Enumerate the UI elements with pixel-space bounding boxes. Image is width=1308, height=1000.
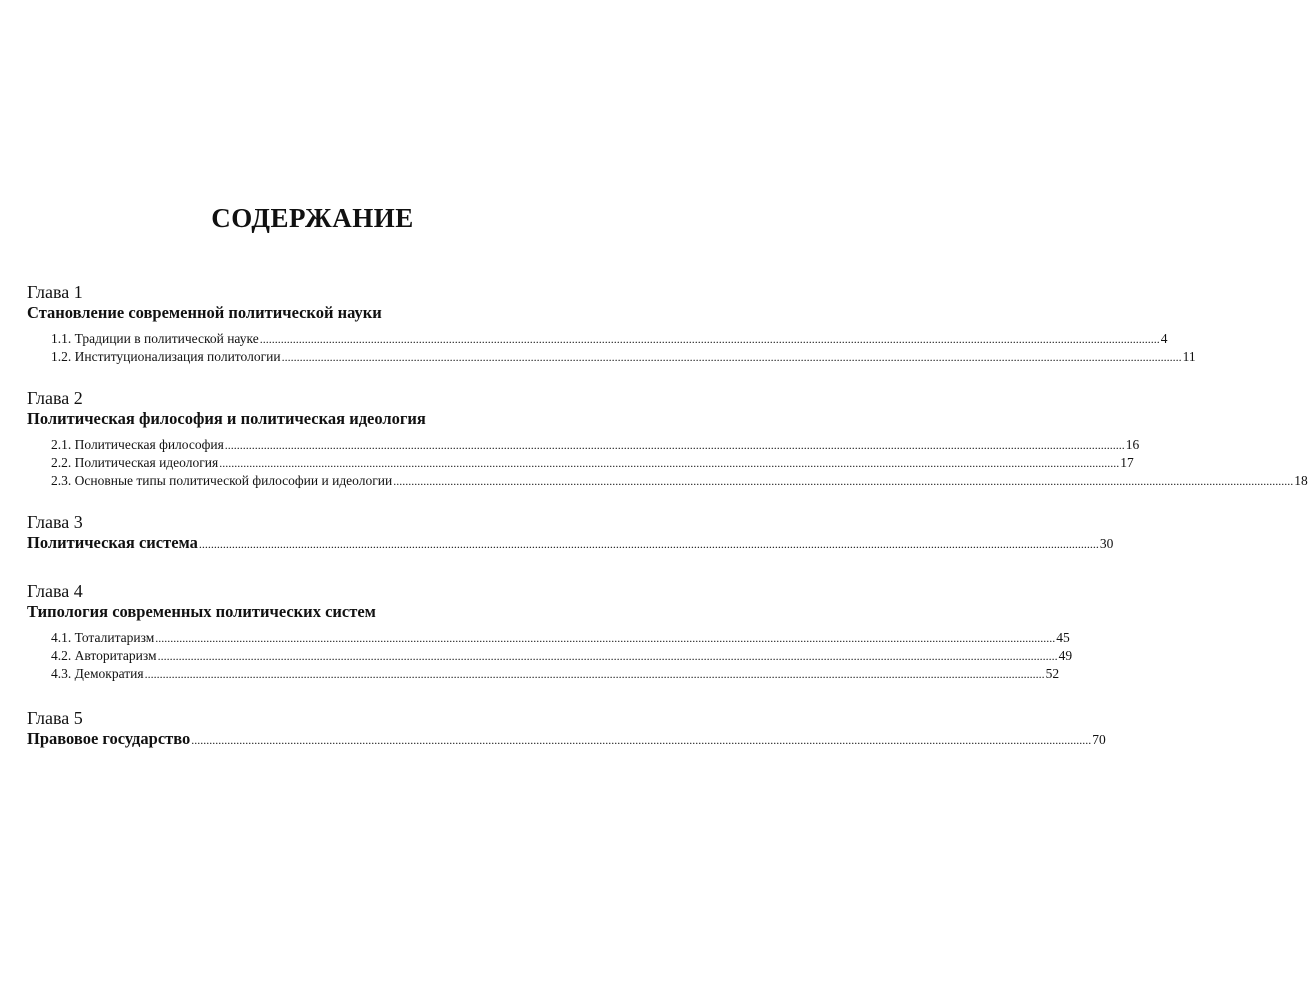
section-list <box>27 330 1196 366</box>
section-number: 1.2. <box>51 349 72 364</box>
toc-entry[interactable] <box>27 665 1060 683</box>
section-list <box>27 436 1308 490</box>
page-number: 30 <box>1099 536 1114 551</box>
toc-entry[interactable] <box>27 436 1140 454</box>
chapter-2 <box>27 388 1308 490</box>
section-number: 2.1. <box>51 437 72 452</box>
dot-leader: ............................................................................................................................................................................................................................................................................................................ <box>198 537 1099 551</box>
section-number: 4.1. <box>51 630 72 645</box>
page-title: СОДЕРЖАНИЕ <box>211 203 414 233</box>
chapter-title: Правовое государство <box>27 729 191 748</box>
dot-leader: ............................................................................................................................................................................................................................................................................................................ <box>219 456 1120 470</box>
dot-leader: ............................................................................................................................................................................................................................................................................................................ <box>155 631 1056 645</box>
dot-leader: ............................................................................................................................................................................................................................................................................................................ <box>191 733 1092 747</box>
chapter-4 <box>27 581 1073 683</box>
chapter-label: Глава 5 <box>27 708 83 728</box>
section-number: 4.2. <box>51 648 72 663</box>
section-title: Авторитаризм <box>74 648 157 663</box>
dot-leader: ............................................................................................................................................................................................................................................................................................................ <box>393 474 1294 488</box>
page-number: 11 <box>1182 349 1196 364</box>
chapter-1 <box>27 282 1196 366</box>
section-number: 2.3. <box>51 473 72 488</box>
section-list <box>27 629 1073 683</box>
page-number: 16 <box>1125 437 1140 452</box>
dot-leader: ............................................................................................................................................................................................................................................................................................................ <box>281 350 1182 364</box>
chapter-label: Глава 1 <box>27 282 83 302</box>
section-title: Основные типы политической философии и идеологии <box>74 473 393 488</box>
chapter-title: Политическая философия и политическая идеология <box>27 409 426 428</box>
toc-entry[interactable] <box>27 629 1070 647</box>
chapter-title: Типология современных политических систем <box>27 602 376 621</box>
toc-entry[interactable] <box>27 330 1168 348</box>
dot-leader: ............................................................................................................................................................................................................................................................................................................ <box>224 438 1125 452</box>
chapter-label: Глава 2 <box>27 388 83 408</box>
page-number: 4 <box>1160 331 1168 346</box>
section-title: Институционализация политологии <box>74 349 281 364</box>
section-title: Тоталитаризм <box>74 630 155 645</box>
toc-entry[interactable] <box>27 647 1073 665</box>
page-number: 52 <box>1045 666 1060 681</box>
chapter-label: Глава 3 <box>27 512 83 532</box>
page-number: 45 <box>1056 630 1070 645</box>
dot-leader: ............................................................................................................................................................................................................................................................................................................ <box>144 667 1045 681</box>
toc-entry[interactable] <box>27 348 1196 366</box>
section-title: Политическая философия <box>74 437 224 452</box>
toc-entry[interactable] <box>27 728 1106 750</box>
section-title: Традиции в политической науке <box>74 331 259 346</box>
page-number: 49 <box>1058 648 1073 663</box>
section-number: 1.1. <box>51 331 72 346</box>
page-number: 18 <box>1294 473 1308 488</box>
section-title: Политическая идеология <box>74 455 219 470</box>
dot-leader: ............................................................................................................................................................................................................................................................................................................ <box>157 649 1058 663</box>
toc-entry[interactable] <box>27 454 1134 472</box>
section-number: 2.2. <box>51 455 72 470</box>
page-number: 17 <box>1120 455 1134 470</box>
dot-leader: ............................................................................................................................................................................................................................................................................................................ <box>259 332 1160 346</box>
section-title: Демократия <box>74 666 144 681</box>
chapter-3 <box>27 512 1114 554</box>
toc-entry[interactable] <box>27 532 1114 554</box>
chapter-title: Становление современной политической науки <box>27 303 382 322</box>
chapter-title: Политическая система <box>27 533 198 552</box>
chapter-label: Глава 4 <box>27 581 83 601</box>
toc-entry[interactable] <box>27 472 1308 490</box>
section-number: 4.3. <box>51 666 72 681</box>
page-number: 70 <box>1092 732 1106 747</box>
chapter-5 <box>27 708 1106 750</box>
